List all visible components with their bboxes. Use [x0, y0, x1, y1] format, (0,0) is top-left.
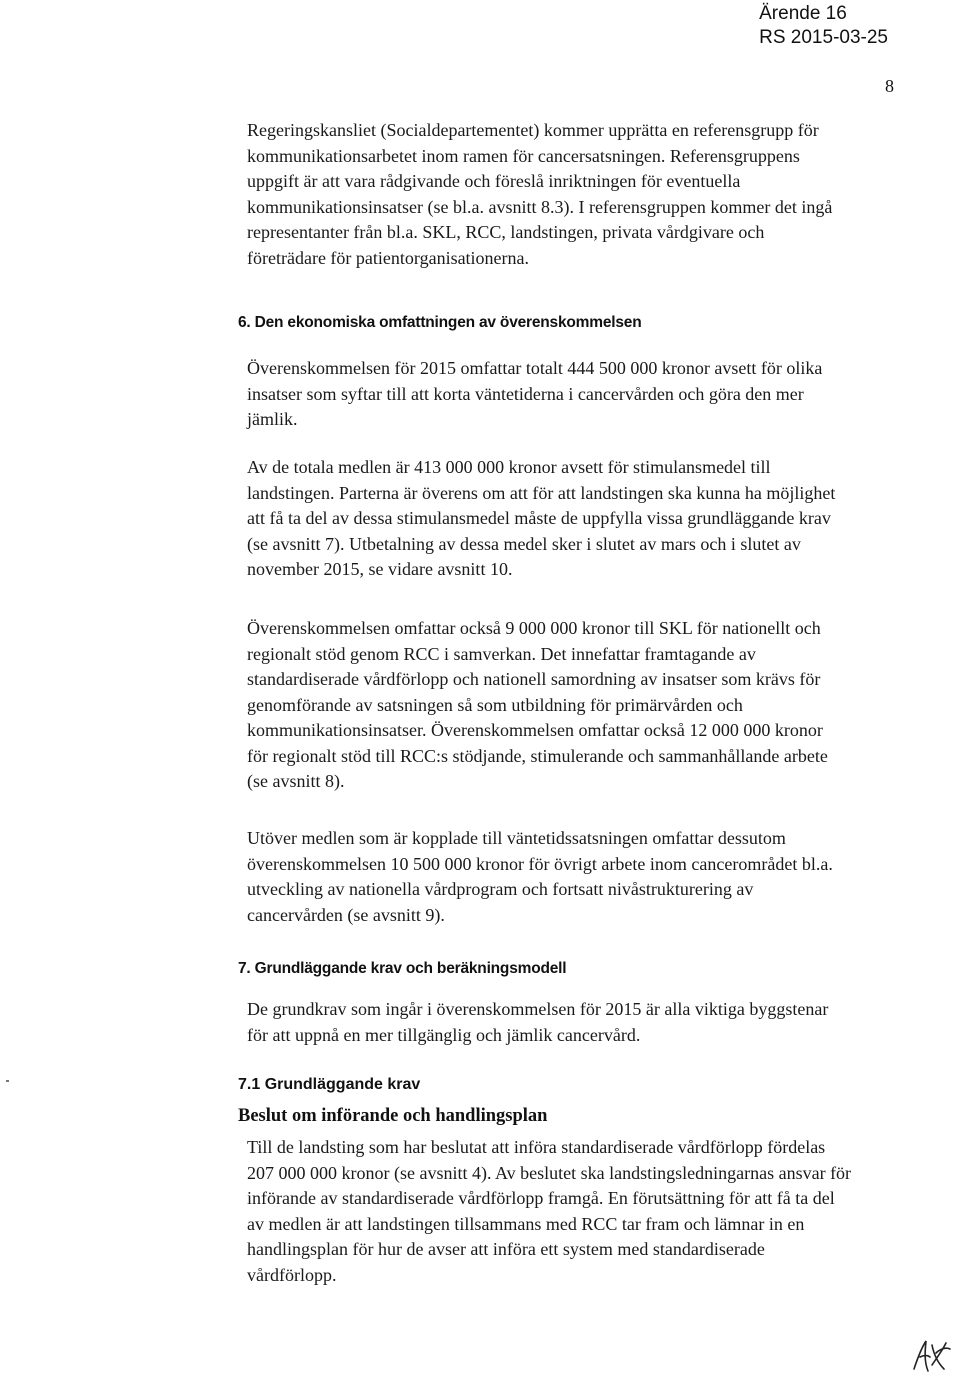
- page-number: 8: [885, 76, 894, 96]
- paragraph-total-funding: Överenskommelsen för 2015 omfattar totalt 444 500 000 kronor avsett för olika insatser som syftar till att korta väntetiderna i cancervården och göra den mer jämlik.: [247, 358, 823, 429]
- paragraph-skl-funding: Överenskommelsen omfattar också 9 000 000 kronor till SKL för nationellt och regionalt stöd genom RCC i samverkan. Det innefattar framtagande av standardiserade vårdförlopp och nationell samordning av insatser som krävs för genomförande av satsningen så som utbildning för primärvården och kommunikationsinsatser. Överenskommelsen omfattar också 12 000 000 kronor för regionalt stöd till RCC:s stödjande, stimulerande och sammanhållande arbete (se avsnitt 8).: [247, 618, 828, 791]
- subheading-decision-plan: Beslut om införande och handlingsplan: [238, 1106, 548, 1126]
- paragraph-decision-plan: Till de landsting som har beslutat att införa standardiserade vårdförlopp fördelas 207 000 000 kronor (se avsnitt 4). Av beslutet ska landstingsledningarnas ansvar för införande av standardiserade vårdförlopp framgå. En förutsättning för att få ta del av medlen är att landstingen tillsammans med RCC tar fram och lämnar in en handlingsplan för hur de avser att införa ett system med standardiserade vårdförlopp.: [247, 1137, 852, 1285]
- paragraph-stimulus-funds: Av de totala medlen är 413 000 000 kronor avsett för stimulansmedel till landstingen. Parterna är överens om att för att landstingen ska kunna ha möjlighet att få ta del av dessa stimulansmedel måste de uppfylla vissa grundläggande krav (se avsnitt 7). Utbetalning av dessa medel sker i slutet av mars och i slutet av november 2015, se vidare avsnitt 10.: [247, 457, 836, 579]
- paragraph-other-funding: Utöver medlen som är kopplade till väntetidssatsningen omfattar dessutom överenskommelsen 10 500 000 kronor för övrigt arbete inom cancerområdet bl.a. utveckling av nationella vårdprogram och fortsatt nivåstrukturering av cancervården (se avsnitt 9).: [247, 828, 833, 925]
- meeting-date: RS 2015-03-25: [759, 27, 888, 48]
- margin-mark: [6, 1080, 9, 1082]
- signature-initials: [908, 1333, 954, 1377]
- heading-section-6: 6. Den ekonomiska omfattningen av överenskommelsen: [238, 314, 642, 331]
- paragraph-basic-requirements: De grundkrav som ingår i överenskommelsen för 2015 är alla viktiga byggstenar för att uppnå en mer tillgänglig och jämlik cancervård.: [247, 999, 829, 1045]
- case-number: Ärende 16: [759, 3, 847, 24]
- paragraph-reference-group: Regeringskansliet (Socialdepartementet) kommer upprätta en referensgrupp för kommunikationsarbetet inom ramen för cancersatsningen. Referensgruppens uppgift är att vara rådgivande och föreslå inriktningen för eventuella kommunikationsinsatser (se bl.a. avsnitt 8.3). I referensgruppen kommer det ingå representanter från bl.a. SKL, RCC, landstingen, privata vårdgivare och företrädare för patientorganisationerna.: [247, 120, 833, 268]
- document-header: [759, 2, 888, 50]
- heading-section-7: 7. Grundläggande krav och beräkningsmodell: [238, 960, 567, 977]
- heading-section-7-1: 7.1 Grundläggande krav: [238, 1076, 421, 1093]
